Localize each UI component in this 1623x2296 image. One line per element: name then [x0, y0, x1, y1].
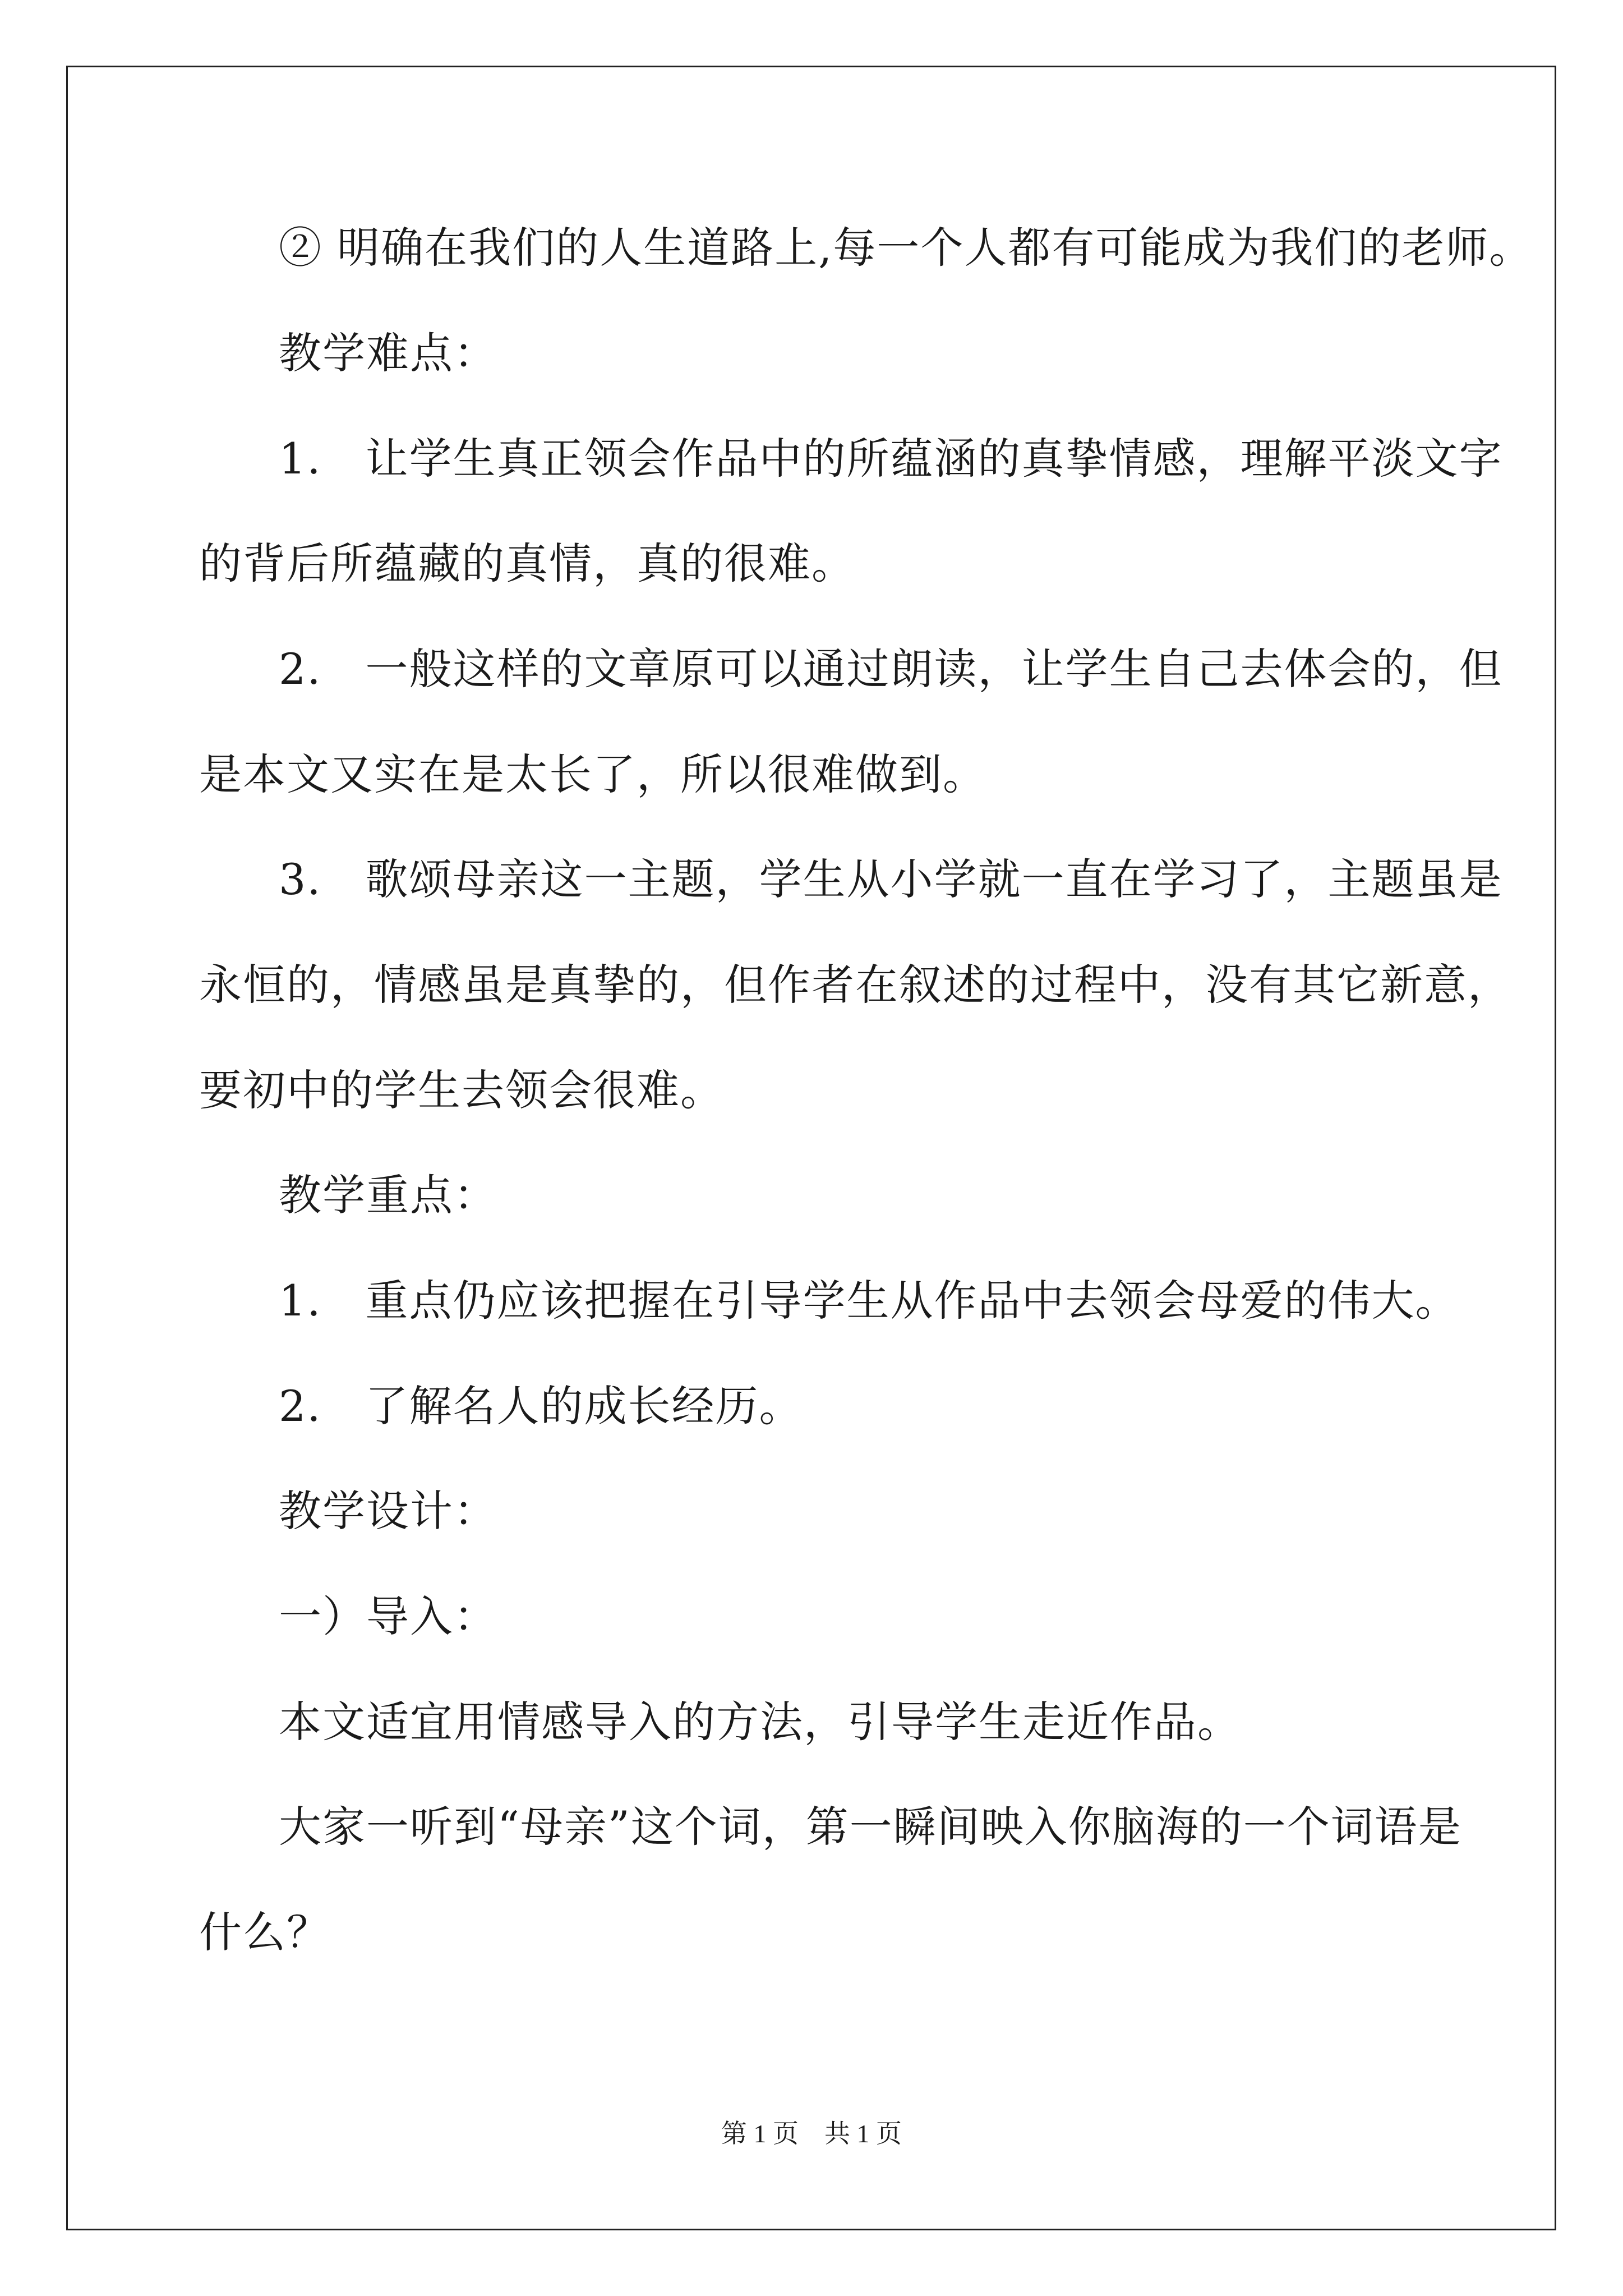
text-line: 3. 歌颂母亲这一主题，学生从小学就一直在学习了，主题虽是	[279, 854, 1503, 904]
text-line: 大家一听到“母亲”这个词，第一瞬间映入你脑海的一个词语是	[279, 1802, 1462, 1852]
text-line: 教学难点：	[279, 328, 497, 378]
text-line: 教学重点：	[279, 1170, 497, 1220]
text-line: 2. 了解名人的成长经历。	[279, 1381, 803, 1431]
text-line: 一）导入：	[279, 1591, 497, 1641]
text-line: 教学设计：	[279, 1486, 497, 1536]
text-line: 的背后所蕴藏的真情，真的很难。	[199, 539, 855, 588]
text-line: 什么？	[199, 1907, 330, 1957]
page-border	[66, 66, 1556, 2230]
text-line: 永恒的，情感虽是真挚的，但作者在叙述的过程中，没有其它新意，	[199, 960, 1511, 1010]
text-line: 1. 重点仍应该把握在引导学生从作品中去领会母爱的伟大。	[279, 1276, 1459, 1326]
text-line: 要初中的学生去领会很难。	[199, 1065, 724, 1115]
page-number-footer: 第 1 页 共 1 页	[721, 2119, 902, 2148]
text-line: 是本文又实在是太长了，所以很难做到。	[199, 749, 986, 799]
text-line: 2. 一般这样的文章原可以通过朗读，让学生自己去体会的，但	[279, 644, 1503, 694]
text-line: 1. 让学生真正领会作品中的所蕴涵的真挚情感，理解平淡文字	[279, 434, 1503, 484]
text-line: 本文适宜用情感导入的方法，引导学生走近作品。	[279, 1697, 1241, 1747]
text-line: ② 明确在我们的人生道路上,每一个人都有可能成为我们的老师。	[279, 223, 1533, 273]
